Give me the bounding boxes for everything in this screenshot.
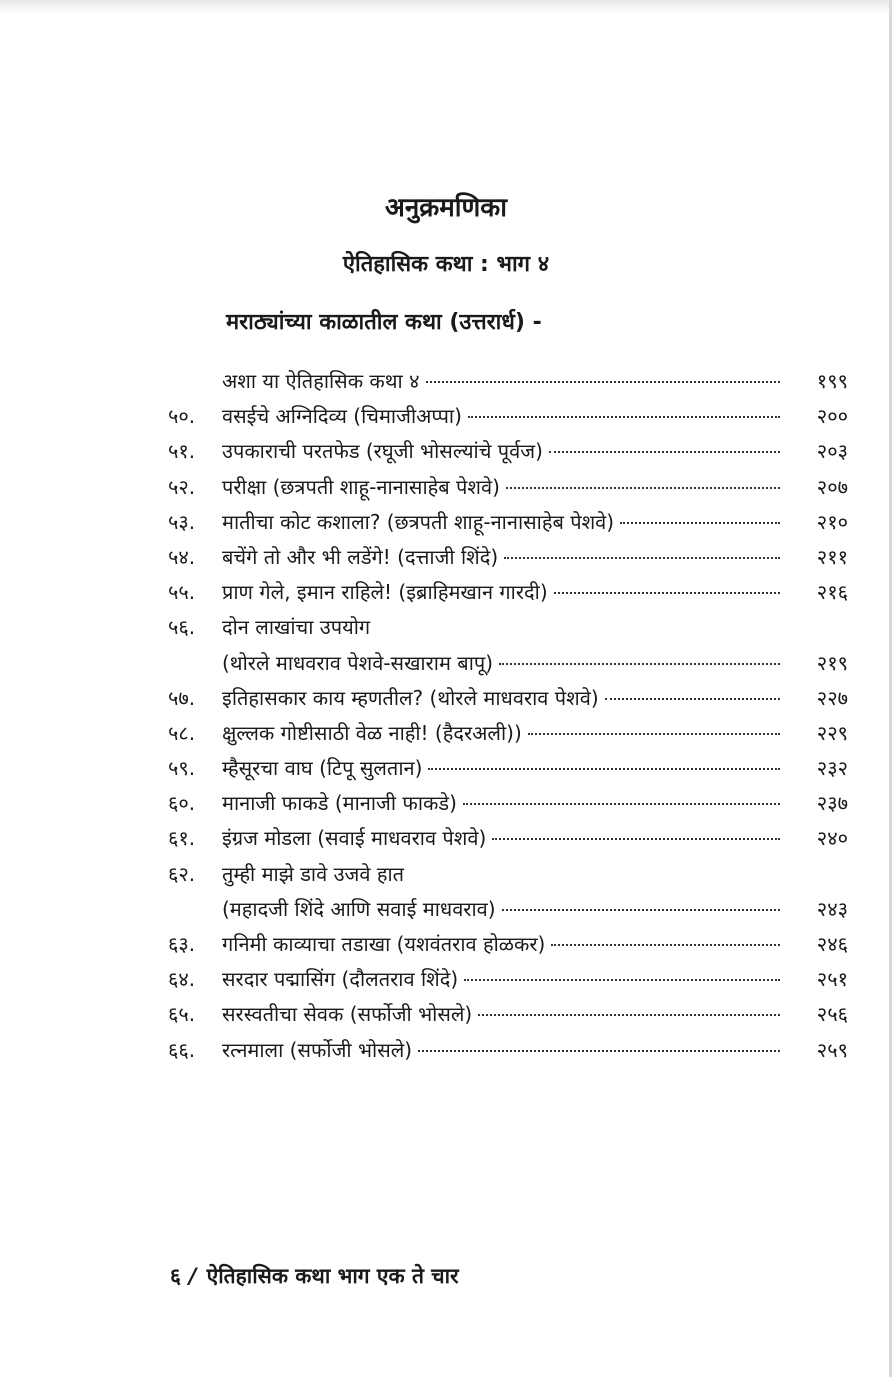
- toc-entry-title: रत्नमाला (सर्फोजी भोसले): [222, 1037, 413, 1062]
- toc-entry-title: अशा या ऐतिहासिक कथा ४: [222, 369, 420, 393]
- toc-entry-number: ६६.: [168, 1037, 196, 1062]
- toc-dot-leader: [426, 381, 781, 383]
- toc-entry: [168, 754, 848, 789]
- toc-entry-title: बचेंगे तो और भी लडेंगे! (दत्ताजी शिंदे): [222, 544, 499, 569]
- toc-entry: [168, 1000, 848, 1035]
- toc-entry-number: ६३.: [168, 932, 196, 956]
- toc-entry-page: २१६: [816, 580, 848, 605]
- toc-entry-number: ६२.: [168, 861, 196, 886]
- toc-entry-title: दोन लाखांचा उपयोग: [222, 615, 371, 640]
- toc-entry-page: २१९: [816, 650, 848, 675]
- toc-dot-leader: [502, 909, 780, 911]
- toc-entry-title: सरस्वतीचा सेवक (सर्फोजी भोसले): [222, 1002, 473, 1027]
- toc-entry: [168, 1036, 848, 1071]
- toc-entry: [168, 789, 848, 824]
- page-footer: [170, 1262, 459, 1290]
- toc-entry-page: २५९: [816, 1037, 848, 1062]
- toc-entry-page: २३२: [816, 756, 848, 781]
- toc-dot-leader: [464, 979, 780, 981]
- toc-entry-number: ५१.: [168, 439, 196, 464]
- toc-entry-title: तुम्ही माझे डावे उजवे हात: [222, 861, 405, 886]
- toc-entry-number: ५९.: [168, 756, 196, 781]
- toc-entry-page: २०७: [816, 474, 848, 499]
- toc-entry-page: २५१: [816, 967, 848, 992]
- toc-dot-leader: [468, 416, 780, 418]
- toc-dot-leader: [528, 733, 780, 735]
- page-top-edge: [0, 0, 892, 14]
- toc-entry: [168, 437, 848, 472]
- toc-entry-number: ५०.: [168, 404, 196, 429]
- toc-entry-title: इतिहासकार काय म्हणतील? (थोरले माधवराव पेशवे): [222, 685, 599, 710]
- toc-entry-page: २००: [816, 404, 848, 429]
- toc-dot-leader: [554, 592, 780, 594]
- toc-entry: [168, 402, 848, 437]
- table-of-contents: [168, 367, 848, 1071]
- toc-entry-number: ५५.: [168, 580, 196, 605]
- toc-entry-number: ६०.: [168, 791, 196, 816]
- toc-entry: [168, 860, 848, 895]
- toc-entry-title: मातीचा कोट कशाला? (छत्रपती शाहू-नानासाहेब पेशवे): [222, 509, 615, 534]
- toc-entry-number: ६४.: [168, 967, 196, 992]
- toc-entry-page: २०३: [816, 439, 848, 464]
- toc-entry-title: इंग्रज मोडला (सवाई माधवराव पेशवे): [222, 826, 487, 851]
- toc-entry-title: (थोरले माधवराव पेशवे-सखाराम बापू): [222, 650, 494, 675]
- toc-entry-title: परीक्षा (छत्रपती शाहू-नानासाहेब पेशवे): [222, 474, 500, 499]
- toc-entry: [168, 367, 848, 402]
- toc-entry-title: वसईचे अग्निदिव्य (चिमाजीअप्पा): [222, 404, 462, 429]
- toc-entry: [168, 508, 848, 543]
- toc-entry-number: ५८.: [168, 720, 196, 745]
- footer-page-number: ६: [170, 1264, 181, 1288]
- toc-entry-number: ५७.: [168, 685, 196, 710]
- toc-dot-leader: [549, 451, 780, 453]
- toc-entry-page: २१०: [816, 509, 848, 534]
- toc-dot-leader: [478, 1014, 780, 1016]
- toc-entry-page: २२९: [816, 720, 848, 745]
- toc-dot-leader: [492, 838, 780, 840]
- toc-entry-page: २३७: [816, 791, 848, 816]
- toc-entry-number: ५३.: [168, 509, 196, 534]
- toc-entry-number: ६५.: [168, 1002, 196, 1027]
- toc-entry: [168, 719, 848, 754]
- toc-entry-page: १९९: [816, 369, 848, 393]
- toc-entry: [168, 895, 848, 930]
- toc-dot-leader: [463, 803, 780, 805]
- toc-entry: [168, 578, 848, 613]
- toc-entry: [168, 930, 848, 965]
- toc-entry-page: २२७: [816, 685, 848, 710]
- toc-entry: [168, 824, 848, 859]
- toc-entry: [168, 613, 848, 648]
- toc-dot-leader: [504, 557, 780, 559]
- toc-entry: [168, 543, 848, 578]
- toc-entry-page: २४६: [816, 932, 848, 956]
- toc-entry-title: प्राण गेले, इमान राहिले! (इब्राहिमखान गारदी): [222, 580, 548, 605]
- toc-entry-page: २११: [816, 544, 848, 569]
- toc-entry: [168, 649, 848, 684]
- toc-entry-page: २४०: [816, 826, 848, 851]
- page-title: अनुक्रमणिका: [384, 193, 508, 223]
- toc-entry-title: (महादजी शिंदे आणि सवाई माधवराव): [222, 896, 496, 921]
- toc-entry-title: सरदार पद्मासिंग (दौलतराव शिंदे): [222, 967, 459, 992]
- section-title: मराठ्यांच्या काळातील कथा (उत्तरार्ध) -: [226, 310, 542, 335]
- toc-entry-title: म्हैसूरचा वाघ (टिपू सुलतान): [222, 756, 423, 781]
- toc-dot-leader: [499, 663, 780, 665]
- toc-entry-title: मानाजी फाकडे (मानाजी फाकडे): [222, 791, 457, 816]
- page-subtitle: ऐतिहासिक कथा : भाग ४: [342, 252, 550, 277]
- toc-entry-page: २४३: [816, 896, 848, 921]
- toc-entry-title: उपकाराची परतफेड (रघूजी भोसल्यांचे पूर्वज): [222, 439, 543, 464]
- footer-separator: /: [188, 1264, 197, 1288]
- toc-entry-title: क्षुल्लक गोष्टीसाठी वेळ नाही! (हैदरअली)): [222, 720, 522, 745]
- toc-entry-number: ५६.: [168, 615, 196, 640]
- toc-entry: [168, 965, 848, 1000]
- toc-dot-leader: [605, 698, 780, 700]
- toc-entry: [168, 473, 848, 508]
- toc-dot-leader: [551, 944, 780, 946]
- footer-book-title: ऐतिहासिक कथा भाग एक ते चार: [206, 1264, 459, 1288]
- toc-dot-leader: [620, 522, 780, 524]
- toc-dot-leader: [418, 1050, 780, 1052]
- toc-entry-number: ५२.: [168, 474, 196, 499]
- toc-entry: [168, 684, 848, 719]
- toc-dot-leader: [428, 768, 780, 770]
- toc-entry-page: २५६: [816, 1002, 848, 1027]
- toc-entry-number: ६१.: [168, 826, 196, 851]
- toc-dot-leader: [506, 487, 780, 489]
- toc-entry-title: गनिमी काव्याचा तडाखा (यशवंतराव होळकर): [222, 932, 546, 956]
- toc-entry-number: ५४.: [168, 544, 196, 569]
